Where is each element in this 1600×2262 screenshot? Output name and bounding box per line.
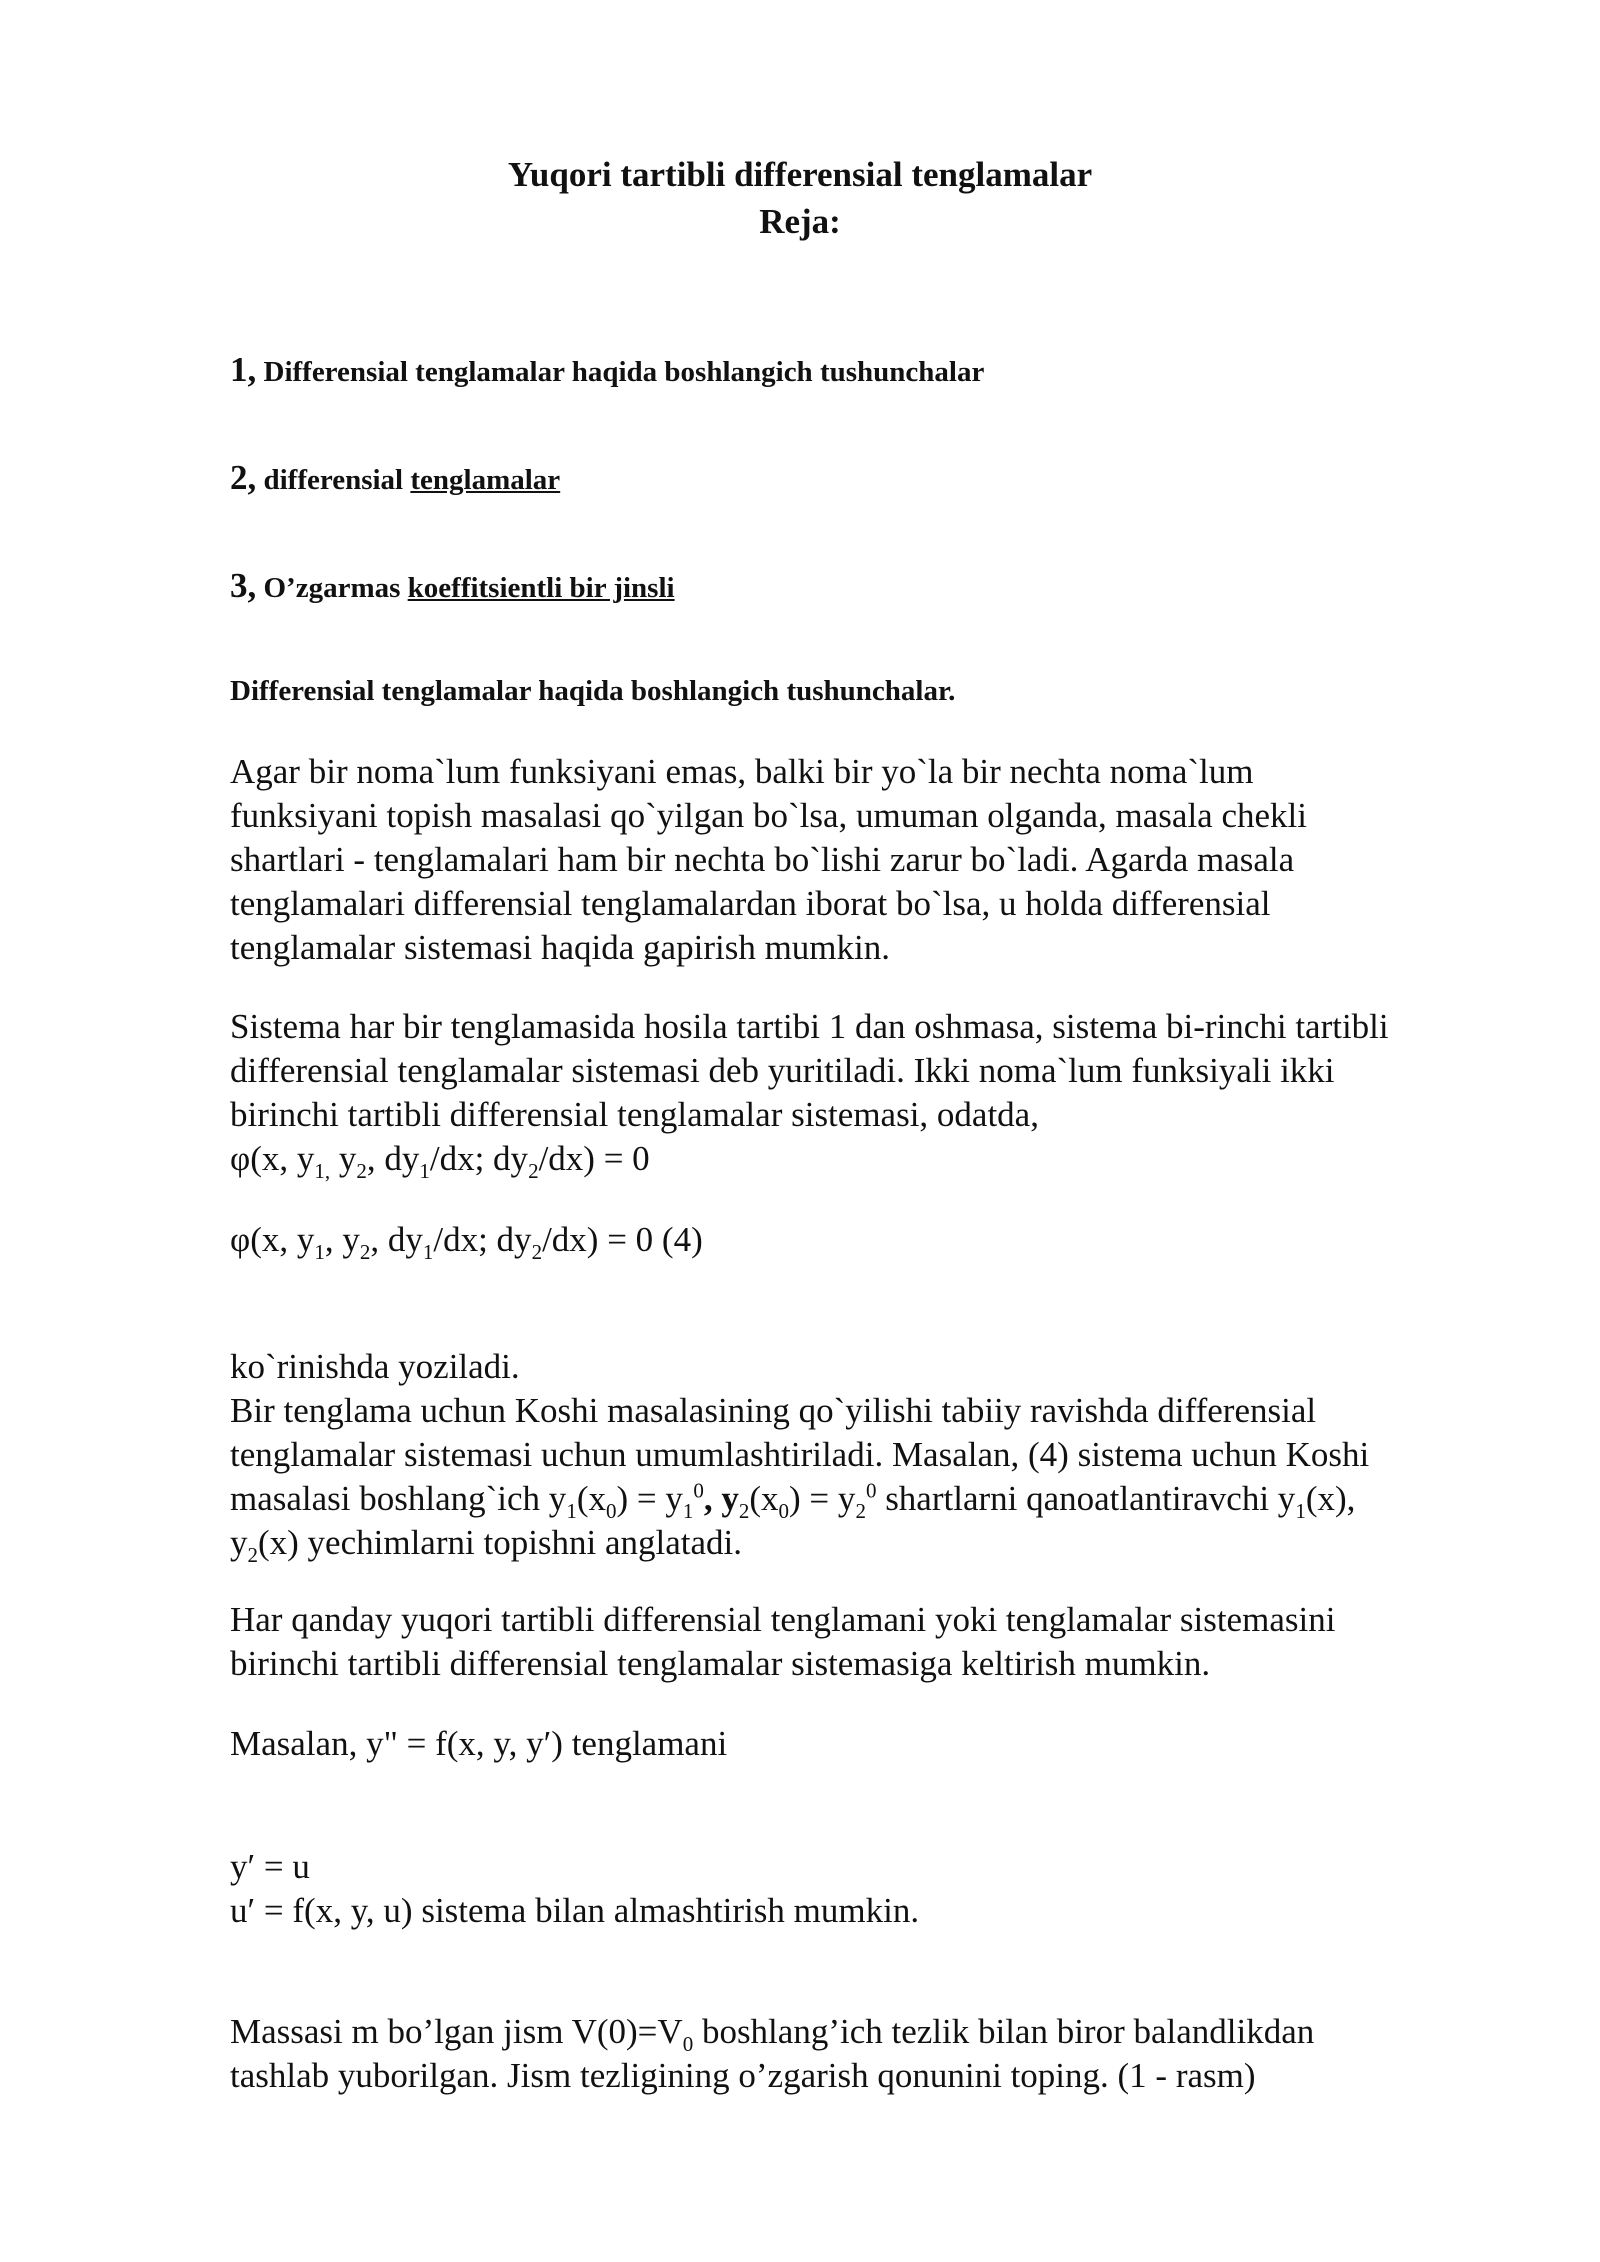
document-title: Yuqori tartibli differensial tenglamalar — [507, 155, 1093, 194]
paragraph-3 — [230, 1345, 1520, 1565]
text-line: tenglamalari differensial tenglamalardan iborat bo`lsa, u holda differensial — [230, 884, 1271, 923]
plan-item-link[interactable]: koeffitsientli bir jinsli — [407, 572, 675, 604]
section-heading: Differensial tenglamalar haqida boshlangich tushunchalar. — [230, 675, 956, 707]
paragraph-2 — [230, 1005, 1520, 1181]
paragraph-1 — [230, 750, 1520, 970]
plan-item-link[interactable]: tenglamalar — [410, 464, 561, 496]
text-line: birinchi tartibli differensial tenglamalar sistemasiga keltirish mumkin. — [230, 1644, 1211, 1683]
text-line: Massasi m bo’lgan jism $V(0)=V_0$ boshlang’ich tezlik bilan biror balandlikdan — [230, 2012, 1315, 2056]
text-line: tenglamalar sistemasi haqida gapirish mumkin. — [230, 928, 890, 967]
plan-item-3 — [230, 566, 675, 606]
text-line: tenglamalar sistemasi uchun umumlashtiriladi. Masalan, (4) sistema uchun Koshi — [230, 1435, 1370, 1474]
text-line: $y_2(x)$ yechimlarni topishni anglatadi. — [230, 1523, 743, 1567]
plan-item-text: differensial — [263, 464, 411, 496]
text-line: birinchi tartibli differensial tenglamalar sistemasi, odatda, — [230, 1095, 1039, 1134]
text-line: Agar bir noma`lum funksiyani emas, balki bir yo`la bir nechta noma`lum — [230, 752, 1254, 791]
text-line: y′ = u — [230, 1847, 310, 1886]
plan-item-text: Differensial tenglamalar haqida boshlangich tushunchalar — [263, 356, 985, 388]
plan-item-text: O’zgarmas — [263, 572, 408, 604]
text-line: ko`rinishda yoziladi. — [230, 1347, 520, 1386]
text-line: Bir tenglama uchun Koshi masalasining qo`yilishi tabiiy ravishda differensial — [230, 1391, 1317, 1430]
text-line: funksiyani topish masalasi qo`yilgan bo`lsa, umuman olganda, masala chekli — [230, 796, 1307, 835]
text-line: differensial tenglamalar sistemasi deb yuritiladi. Ikki noma`lum funksiyali ikki — [230, 1051, 1335, 1090]
text-line: Masalan, y" = f(x, y, y′) tenglamani — [230, 1724, 728, 1763]
equation-1: φ(x, $y_{1,}$ $y_2$, $dy_1/dx$; $dy_2/dx) = 0$ — [230, 1139, 650, 1183]
paragraph-6 — [230, 1845, 1520, 1933]
equation-2: φ(x, $y_1$, $y_2$, $dy_1/dx$; $dy_2/dx) = 0$ (4) — [230, 1220, 703, 1264]
paragraph-4 — [230, 1598, 1520, 1686]
plan-item-number: 2, — [230, 458, 257, 497]
text-line: Har qanday yuqori tartibli differensial tenglamani yoki tenglamalar sistemasini — [230, 1600, 1336, 1639]
plan-item-number: 3, — [230, 566, 257, 605]
paragraph-5 — [230, 1722, 1520, 1766]
text-line: tashlab yuborilgan. Jism tezligining o’zgarish qonunini toping. (1 - rasm) — [230, 2056, 1256, 2095]
text-line: Sistema har bir tenglamasida hosila tartibi 1 dan oshmasa, sistema bi-rinchi tartibli — [230, 1007, 1389, 1046]
text-line: u′ = f(x, y, u) sistema bilan almashtirish mumkin. — [230, 1891, 920, 1930]
text-line: masalasi boshlang`ich $y_1(x_0) = y_1^0$, $y_2(x_0) = y_2^0$ shartlarni qanoatlantiravchi $y_1(x)$, — [230, 1478, 1356, 1523]
plan-item-2 — [230, 458, 560, 498]
text-line: shartlari - tenglamalari ham bir nechta bo`lishi zarur bo`ladi. Agarda masala — [230, 840, 1295, 879]
plan-item-1 — [230, 350, 984, 390]
paragraph-7 — [230, 2010, 1520, 2098]
plan-item-number: 1, — [230, 350, 257, 389]
document-subtitle: Reja: — [759, 202, 841, 241]
